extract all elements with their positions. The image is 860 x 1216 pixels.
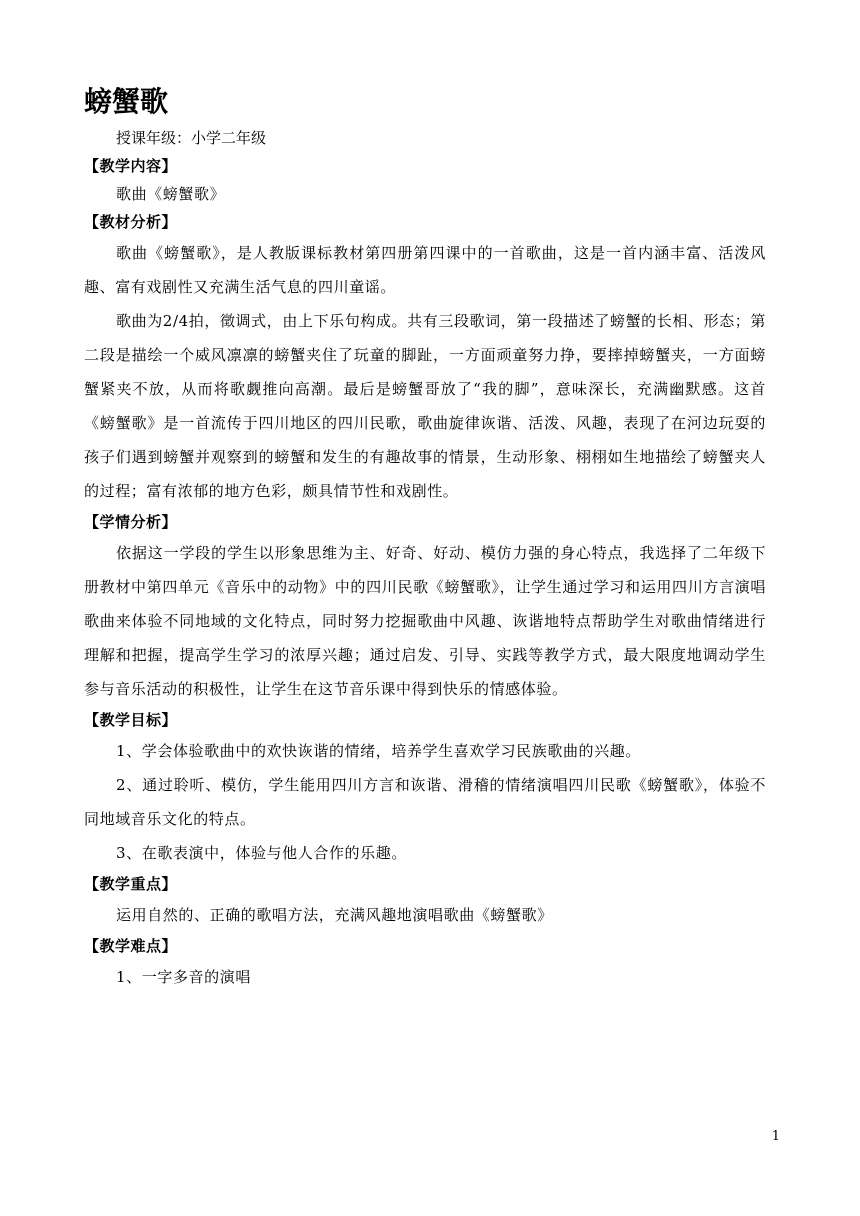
section-teaching-goals <box>84 706 766 870</box>
page-number: 1 <box>771 1129 780 1144</box>
paragraph: 1、学会体验歌曲中的欢快诙谐的情绪，培养学生喜欢学习民族歌曲的兴趣。 <box>116 742 641 760</box>
section-key-points <box>84 870 766 932</box>
paragraph: 3、在歌表演中，体验与他人合作的乐趣。 <box>116 844 407 862</box>
paragraph: 歌曲《螃蟹歌》，是人教版课标教材第四册第四课中的一首歌曲，这是一首内涵丰富、活泼风趣、富有戏剧性又充满生活气息的四川童谣。 <box>84 244 766 296</box>
section-student-analysis <box>84 508 766 706</box>
section-heading: 【教学难点】 <box>84 937 178 955</box>
section-heading: 【教学重点】 <box>84 875 178 893</box>
paragraph: 依据这一学段的学生以形象思维为主、好奇、好动、模仿力强的身心特点，我选择了二年级下册教材中第四单元《音乐中的动物》中的四川民歌《螃蟹歌》，让学生通过学习和运用四川方言演唱歌曲来体验不同地域的文化特点，同时努力挖掘歌曲中风趣、诙谐地特点帮助学生对歌曲情绪进行理解和把握，提高学生学习的浓厚兴趣；通过启发、引导、实践等教学方式，最大限度地调动学生参与音乐活动的积极性，让学生在这节音乐课中得到快乐的情感体验。 <box>84 544 766 698</box>
paragraph: 1、一字多音的演唱 <box>116 968 251 986</box>
section-teaching-content <box>84 152 766 208</box>
paragraph: 运用自然的、正确的歌唱方法，充满风趣地演唱歌曲《螃蟹歌》 <box>116 906 553 924</box>
section-heading: 【教学目标】 <box>84 711 178 729</box>
paragraph: 歌曲为2/4拍，徵调式，由上下乐句构成。共有三段歌词，第一段描述了螃蟹的长相、形态；第二段是描绘一个威风凛凛的螃蟹夹住了玩童的脚趾，一方面顽童努力挣，要摔掉螃蟹夹，一方面螃蟹紧夹不放，从而将歌觑推向高潮。最后是螃蟹哥放了“我的脚”，意味深长，充满幽默感。这首《螃蟹歌》是一首流传于四川地区的四川民歌，歌曲旋律诙谐、活泼、风趣，表现了在河边玩耍的孩子们遇到螃蟹并观察到的螃蟹和发生的有趣故事的情景，生动形象、栩栩如生地描绘了螃蟹夹人的过程；富有浓郁的地方色彩，颇具情节性和戏剧性。 <box>84 312 766 500</box>
section-heading: 【学情分析】 <box>84 513 178 531</box>
section-difficulties <box>84 932 766 994</box>
grade-line: 授课年级：小学二年级 <box>116 129 267 147</box>
document-content <box>84 82 766 994</box>
section-heading: 【教材分析】 <box>84 213 178 231</box>
paragraph: 歌曲《螃蟹歌》 <box>116 185 226 203</box>
document-title: 螃蟹歌 <box>84 85 169 118</box>
paragraph: 2、通过聆听、模仿，学生能用四川方言和诙谐、滑稽的情绪演唱四川民歌《螃蟹歌》，体验不同地域音乐文化的特点。 <box>84 776 766 828</box>
section-heading: 【教学内容】 <box>84 157 178 175</box>
section-textbook-analysis <box>84 208 766 508</box>
